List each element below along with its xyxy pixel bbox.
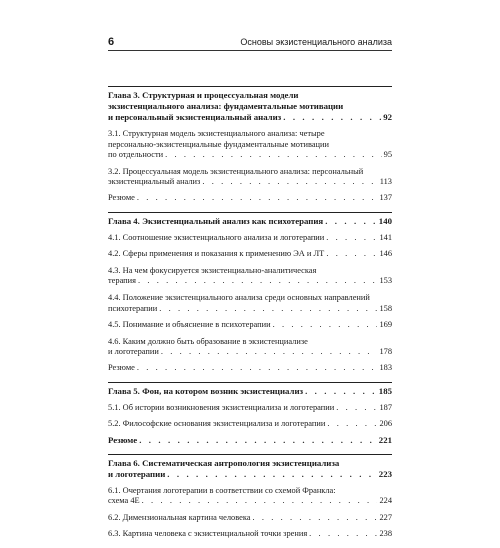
summary-entry-page: 183 [379,362,392,372]
section-entry-page: 158 [379,303,392,313]
chapter-block [108,86,392,204]
section-entry-line [108,129,392,140]
section-entry [108,320,392,331]
summary-entry [108,193,392,204]
section-entry-line [108,419,392,430]
section-entry [108,529,392,540]
section-entry-text: 3.1. Структурная модель экзистенциального анализа: четыре [108,129,325,138]
section-entry-text: 4.6. Каким должно быть образование в экзистенциализе [108,336,308,346]
section-entry-text: 4.1. Соотношение экзистенциального анализа и логотерапии [108,232,325,242]
section-entry-text: психотерапии [108,303,158,313]
summary-entry-line [108,435,392,446]
section-entry-line [108,276,392,287]
section-entry-text: 4.3. На чем фокусируется экзистенциально-аналитическая [108,265,317,275]
chapter-title-line [108,216,392,227]
leader-dots [137,363,378,374]
summary-entry-line [108,363,392,374]
chapter-title-page: 140 [378,215,392,226]
section-entry-line [108,513,392,524]
section-entry-text: 6.3. Картина человека с экзистенциальной точки зрения [108,529,308,539]
chapter-title-page: 92 [383,112,392,122]
summary-entry-text: Резюме [108,434,138,445]
section-entry-text: по отдельности [108,150,164,160]
section-entry-text: 4.4. Положение экзистенциального анализа среди основных направлений [108,292,370,302]
section-entry [108,129,392,161]
section-entry-line [108,249,392,260]
leader-dots [161,347,378,358]
section-entry-line [108,337,392,348]
summary-entry-line [108,193,392,204]
section-entry-page: 224 [379,496,392,506]
section-entry-text: 3.2. Процессуальная модель экзистенциального анализа: персональный [108,166,364,176]
chapter-title-text: и персональный экзистенциальный анализ [108,112,282,122]
summary-entry-page: 221 [378,434,392,445]
page-number: 6 [108,36,115,48]
chapter-title [108,90,392,123]
chapter-title-page: 223 [378,468,392,479]
chapter-title-text: экзистенциального анализа: фундаментальные мотивации [108,101,344,111]
section-entry-line [108,140,392,151]
chapter-title-text: Глава 3. Структурная и процессуальная модели [108,90,299,100]
leader-dots [202,177,377,188]
chapter-block [108,382,392,446]
page-header [108,36,392,51]
section-entry-page: 146 [379,249,392,259]
section-entry-page: 95 [383,150,392,160]
chapter-title-text: Глава 6. Систематическая антропология экзистенциализа [108,457,340,468]
leader-dots [137,193,378,204]
table-of-contents [108,86,392,548]
chapter-title-text: Глава 5. Фон, на котором возник экзистенциализ [108,385,304,396]
section-entry-line [108,293,392,304]
chapter-title [108,386,392,397]
section-entry-line [108,486,392,497]
section-entry-line [108,304,392,315]
leader-dots [139,435,377,446]
chapter-title-text: Глава 4. Экзистенциальный анализ как психотерапия [108,215,324,226]
section-entry-page: 169 [379,320,392,330]
section-entry-page: 187 [379,402,392,412]
chapter-title [108,458,392,480]
section-entry-text: персонально-экзистенциальные фундаментальные мотивации [108,139,329,149]
section-entry-page: 113 [379,177,392,187]
section-entry-text: и логотерапии [108,347,159,357]
leader-dots [283,112,381,123]
chapter-title [108,216,392,227]
chapter-title-line [108,90,392,101]
leader-dots [142,496,378,507]
section-entry-line [108,403,392,414]
leader-dots [326,249,377,260]
summary-entry-text: Резюме [108,362,135,372]
chapter-block [108,454,392,540]
section-entry-page: 238 [379,529,392,539]
section-entry-text: 4.2. Сферы применения и показания к применению ЭА и ЛТ [108,249,325,259]
leader-dots [326,233,377,244]
section-entry [108,337,392,358]
section-entry [108,266,392,287]
chapter-title-line [108,458,392,469]
chapter-title-line [108,112,392,123]
section-entry-line [108,150,392,161]
section-entry [108,403,392,414]
leader-dots [253,513,378,524]
chapter-title-page: 185 [378,385,392,396]
chapter-block [108,212,392,374]
section-entry-text: схема 4Е [108,496,140,506]
section-entry-text: 5.2. Философские основания экзистенциализа и логотерапии [108,419,326,429]
leader-dots [325,216,377,227]
section-entry-line [108,347,392,358]
section-entry-page: 141 [379,232,392,242]
section-entry-page: 227 [379,512,392,522]
section-entry [108,293,392,314]
section-entry [108,419,392,430]
section-entry-line [108,496,392,507]
section-entry-page: 206 [379,419,392,429]
leader-dots [165,150,382,161]
section-entry-line [108,529,392,540]
section-entry [108,486,392,507]
chapter-title-line [108,469,392,480]
section-entry-page: 178 [379,347,392,357]
summary-entry-page: 137 [379,192,392,202]
summary-entry [108,363,392,374]
section-entry-text: терапия [108,276,136,286]
chapter-title-line [108,101,392,112]
section-entry [108,233,392,244]
section-entry-line [108,320,392,331]
section-entry-text: 6.2. Димензиональная картина человека [108,512,251,522]
section-entry-line [108,266,392,277]
leader-dots [167,469,377,480]
summary-entry-text: Резюме [108,192,135,202]
section-entry-page: 153 [379,276,392,286]
section-entry-text: экзистенциальный анализ [108,177,201,187]
section-entry-line [108,177,392,188]
chapter-title-line [108,386,392,397]
leader-dots [138,276,377,287]
section-entry-line [108,167,392,178]
summary-entry [108,435,392,446]
running-title: Основы экзистенциального анализа [240,37,392,47]
section-entry-text: 5.1. Об истории возникновения экзистенциализа и логотерапии [108,402,335,412]
section-entry-text: 6.1. Очертания логотерапии в соответствии со схемой Франкла: [108,485,336,495]
section-entry [108,513,392,524]
leader-dots [159,304,377,315]
section-entry [108,249,392,260]
section-entry [108,167,392,188]
leader-dots [309,529,377,540]
leader-dots [305,386,377,397]
leader-dots [273,320,378,331]
leader-dots [327,419,377,430]
chapter-title-text: и логотерапии [108,468,166,479]
leader-dots [336,403,377,414]
section-entry-line [108,233,392,244]
section-entry-text: 4.5. Понимание и объяснение в психотерапии [108,320,271,330]
